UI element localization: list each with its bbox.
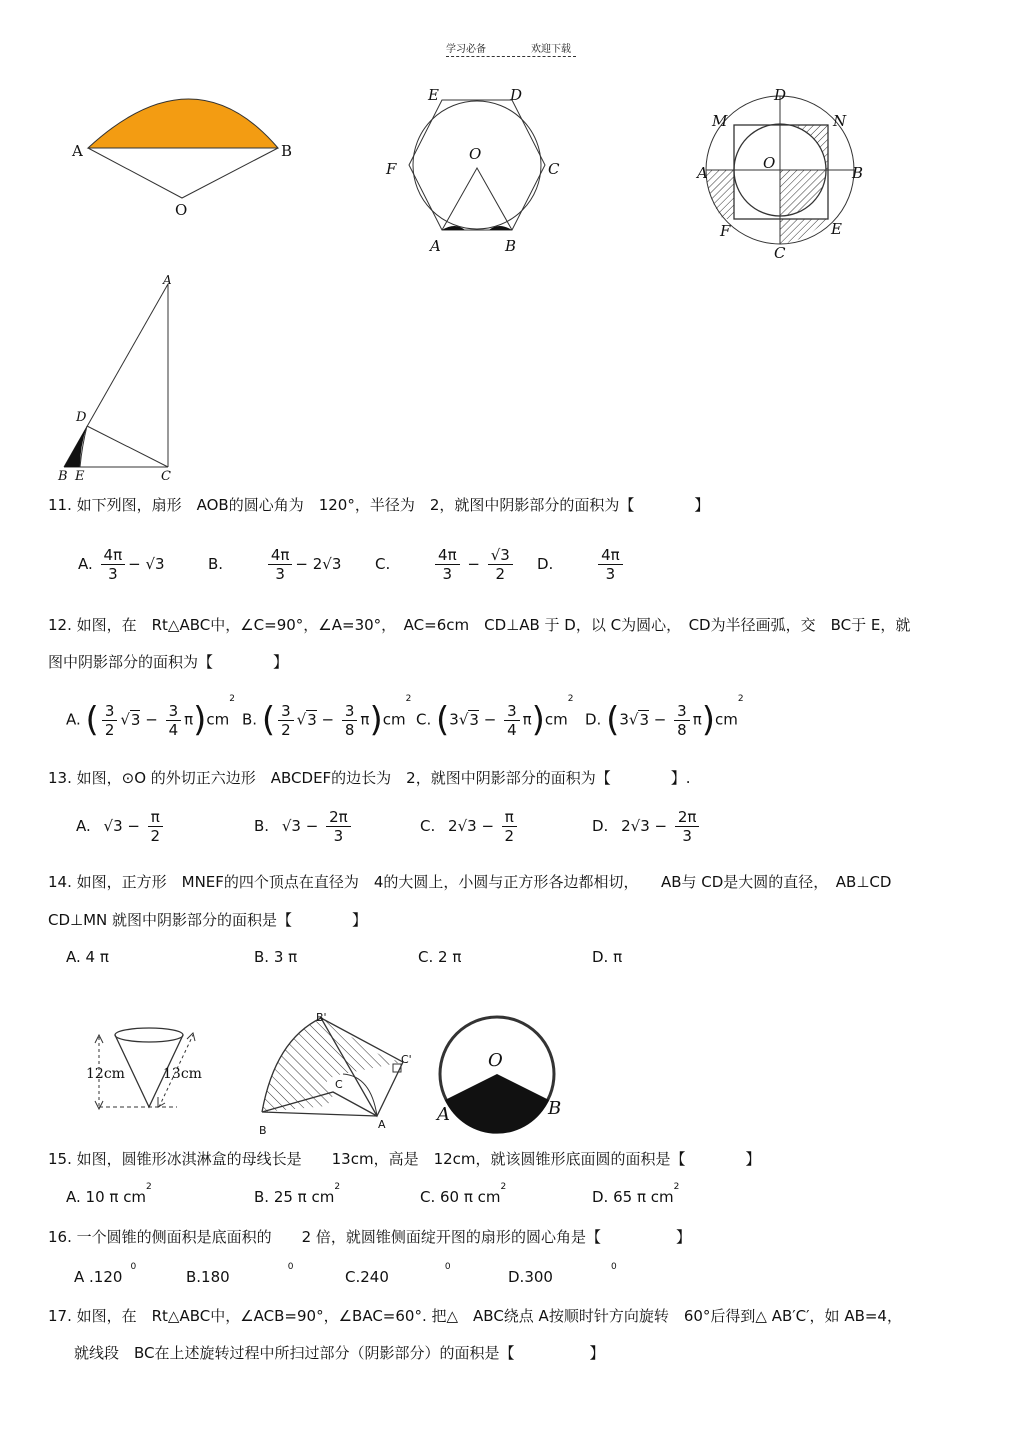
q15-text: 15. 如图，圆锥形冰淇淋盒的母线长是 13cm，高是 12cm，就该圆锥形底面圆的面积是【 】	[48, 1150, 761, 1168]
q13-option-a: A. √3 − $\frac{\pi}{2}$	[76, 808, 166, 845]
circle-label-o: O	[488, 1050, 503, 1071]
square-label-e: E	[831, 220, 842, 238]
q12-line2: 图中阴影部分的面积为【 】	[48, 653, 289, 671]
q12-option-c: C. (3√3 − $\frac{3}{4}$ $\pi)cm^2$	[416, 694, 574, 740]
q14-option-c: C. 2 π	[418, 948, 462, 966]
q11-text: 11. 如下列图，扇形 AOB的圆心角为 120°，半径为 2，就图中阴影部分的面积为【 】	[48, 496, 710, 514]
q13-text: 13. 如图，⊙O 的外切正六边形 ABCDEF的边长为 2，就图中阴影部分的面积为【 】.	[48, 769, 691, 787]
cone-slant-label: 13cm	[163, 1066, 202, 1082]
hexagon-label-e: E	[428, 86, 439, 104]
rotation-label-a: A	[378, 1118, 386, 1131]
triangle-label-c: C	[161, 469, 171, 484]
hexagon-label-c: C	[548, 160, 560, 178]
sector-figure	[70, 80, 310, 230]
triangle-figure	[60, 280, 180, 475]
q12-line1: 12. 如图，在 Rt△ABC中，∠C=90°，∠A=30°， AC=6cm CD⊥AB 于 D，以 C为圆心， CD为半径画弧，交 BC于 E，就	[48, 616, 911, 634]
sector-label-b: B	[281, 142, 293, 160]
q15-option-a: A. 10 π $cm^2$	[66, 1182, 152, 1206]
cone-height-label: 12cm	[86, 1066, 125, 1082]
square-label-a: A	[697, 164, 708, 182]
hexagon-figure	[395, 90, 565, 240]
q11-option-c: C. $\frac{4\pi}{3}$ − $\frac{√3}{2}$	[375, 546, 516, 583]
square-label-c: C	[774, 244, 786, 262]
q17-line1: 17. 如图，在 Rt△ABC中，∠ACB=90°，∠BAC=60°. 把△ ABC绕点 A按顺时针方向旋转 60°后得到△ AB′C′，如 AB=4，	[48, 1307, 902, 1325]
q13-option-c: C. 2√3 − $\frac{\pi}{2}$	[420, 808, 520, 845]
hexagon-label-o: O	[469, 145, 482, 163]
q13-option-d: D. 2√3 − $\frac{2\pi}{3}$	[592, 808, 702, 845]
q14-line1: 14. 如图，正方形 MNEF的四个顶点在直径为 4的大圆上，小圆与正方形各边都相切， AB与 CD是大圆的直径， AB⊥CD	[48, 873, 892, 891]
q15-option-d: D. 65 π $cm^2$	[592, 1182, 680, 1206]
rotation-label-b1: B'	[316, 1011, 327, 1024]
q14-line2: CD⊥MN 就图中阴影部分的面积是【 】	[48, 911, 368, 929]
header-divider	[446, 56, 576, 57]
header-right: 欢迎下载	[531, 44, 571, 55]
q14-option-a: A. 4 π	[66, 948, 109, 966]
q14-option-b: B. 3 π	[254, 948, 298, 966]
triangle-label-a: A	[163, 273, 172, 287]
square-label-o: O	[763, 154, 776, 172]
hexagon-label-d: D	[510, 86, 523, 104]
q16-option-d: D.300$^0$	[508, 1262, 617, 1286]
triangle-label-e: E	[75, 469, 85, 484]
rotation-label-c: C	[335, 1078, 343, 1091]
triangle-label-d: D	[76, 410, 87, 425]
circle-sector-figure	[436, 1012, 561, 1137]
hexagon-label-b: B	[505, 237, 517, 255]
square-label-d: D	[774, 86, 787, 104]
q14-option-d: D. π	[592, 948, 623, 966]
square-label-b: B	[852, 164, 864, 182]
rotation-label-c1: C'	[401, 1053, 412, 1066]
sector-label-a: A	[72, 142, 83, 160]
q17-line2: 就线段 BC在上述旋转过程中所扫过部分（阴影部分）的面积是【 】	[74, 1344, 605, 1362]
q11-option-d: D. $\frac{4\pi}{3}$	[537, 546, 626, 583]
hexagon-label-a: A	[430, 237, 441, 255]
q16-option-c: C.240$^0$	[345, 1262, 451, 1286]
rotation-label-b: B	[259, 1124, 267, 1137]
q12-option-a: A. ( $\frac{3}{2}$ √3 − $\frac{3}{4}$ $\pi)cm^2$	[66, 694, 236, 740]
q12-option-d: D. (3√3 − $\frac{3}{8}$ $\pi)cm^2$	[585, 694, 744, 740]
q16-option-a: A .120$^0$	[74, 1262, 137, 1286]
q15-option-c: C. 60 π $cm^2$	[420, 1182, 507, 1206]
header-left: 学习必备	[446, 44, 486, 55]
circle-label-b: B	[548, 1098, 562, 1119]
q13-option-b: B. √3 − $\frac{2\pi}{3}$	[254, 808, 354, 845]
q15-option-b: B. 25 π $cm^2$	[254, 1182, 341, 1206]
square-label-f: F	[720, 222, 731, 240]
rotation-figure	[255, 1010, 425, 1125]
triangle-label-b: B	[58, 469, 68, 484]
circle-label-a: A	[437, 1104, 450, 1125]
square-label-m: M	[712, 112, 728, 130]
sector-label-o: O	[175, 201, 188, 219]
hexagon-label-f: F	[386, 160, 397, 178]
q12-option-b: B. ( $\frac{3}{2}$ √3 − $\frac{3}{8}$ $\pi)cm^2$	[242, 694, 412, 740]
q11-option-a: A. $\frac{4\pi}{3}$ − √3	[78, 546, 165, 583]
q16-text: 16. 一个圆锥的侧面积是底面积的 2 倍，就圆锥侧面绽开图的扇形的圆心角是【 】	[48, 1228, 691, 1246]
q16-option-b: B.180$^0$	[186, 1262, 294, 1286]
q11-option-b: B. $\frac{4\pi}{3}$ − 2√3	[208, 546, 342, 583]
square-label-n: N	[833, 112, 847, 130]
